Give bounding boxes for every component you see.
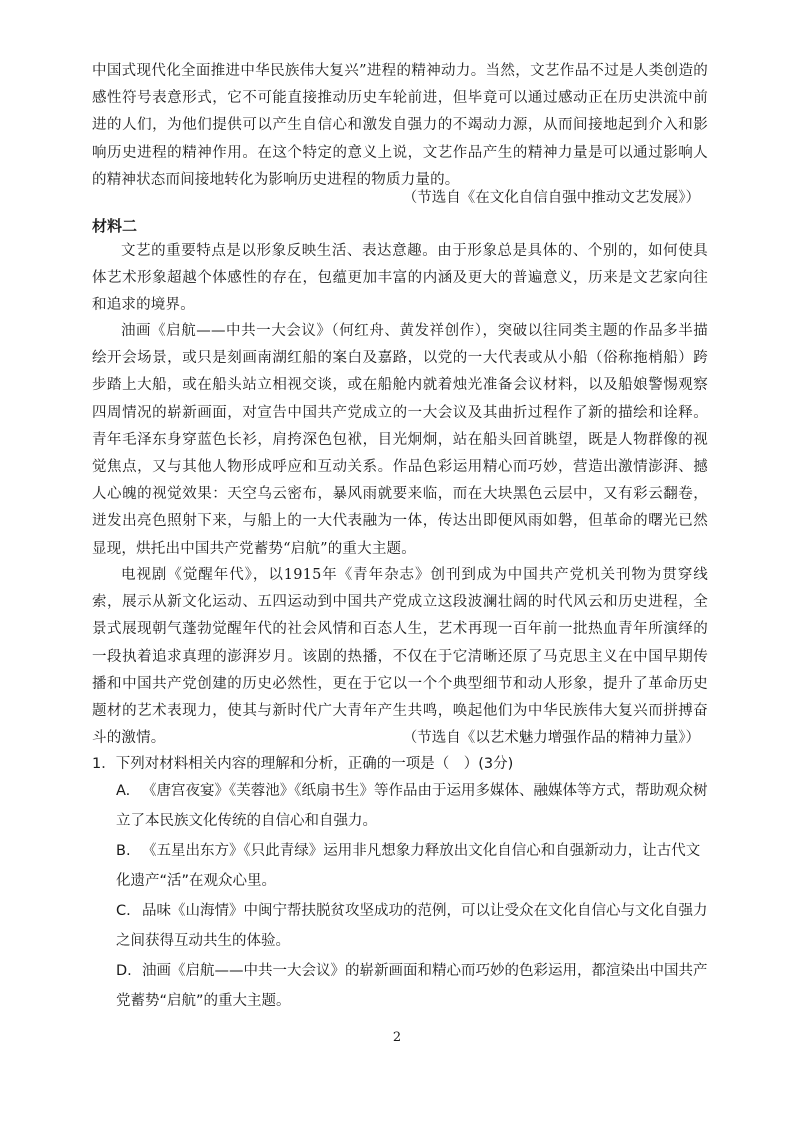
question-1-option-a xyxy=(116,776,712,836)
source-note-2: （节选自《以艺术魅力增强作品的精神力量》） xyxy=(402,730,700,746)
option-label: B. xyxy=(116,843,131,859)
option-text: 《唐宫夜宴》《芙蓉池》《纸扇书生》等作品由于运用多媒体、融媒体等方式，帮助观众树立了本民族文化传统的自信心和自强力。 xyxy=(116,783,708,829)
option-label: D. xyxy=(116,963,132,979)
option-label: C. xyxy=(116,903,131,919)
material-2-paragraph-1: 文艺的重要特点是以形象反映生活、表达意趣。由于形象总是具体的、个别的，如何使具体艺术形象超越个体感性的存在，包蕴更加丰富的内涵及更大的普遍意义，历来是文艺家向往和追求的境界。 xyxy=(92,243,708,314)
option-text: 油画《启航——中共一大会议》的崭新画面和精心而巧妙的色彩运用，都渲染出中国共产党蓄势“启航”的重大主题。 xyxy=(116,963,708,1009)
option-text: 品味《山海情》中闽宁帮扶脱贫攻坚成功的范例，可以让受众在文化自信心与文化自强力之间获得互动共生的体验。 xyxy=(116,903,708,949)
option-text: 《五星出东方》《只此青绿》运用非凡想象力释放出文化自信心和自强新动力，让古代文化遗产“活”在观众心里。 xyxy=(116,843,701,889)
question-1-option-c xyxy=(116,896,712,956)
option-label: A. xyxy=(116,783,131,799)
material-2-paragraph-3: 电视剧《觉醒年代》，以1915年《青年杂志》创刊到成为中国共产党机关刊物为贯穿线索，展示从新文化运动、五四运动到中国共产党成立这段波澜壮阔的时代风云和历史进程，全景式展现朝气蓬勃觉醒年代的社会风情和百态人生，艺术再现一百年前一批热血青年所演绎的一段执着追求真理的澎湃岁月。该剧的热播，不仅在于它清晰还原了马克思主义在中国早期传播和中国共产党创建的历史必然性，更在于它以一个个典型细节和动人形象，提升了革命历史题材的艺术表现力，使其与新时代广大青年产生共鸣，唤起他们为中华民族伟大复兴而拼搏奋斗的激情。 xyxy=(92,567,708,747)
page-number: 2 xyxy=(392,1030,402,1045)
paragraph-top: 中国式现代化全面推进中华民族伟大复兴”进程的精神动力。当然，文艺作品不过是人类创造的感性符号表意形式，它不可能直接推动历史车轮前进，但毕竟可以通过感动正在历史洪流中前进的人们，为他们提供可以产生自信心和激发自强力的不竭动力源，从而间接地起到介入和影响历史进程的精神作用。在这个特定的意义上说，文艺作品产生的精神力量是可以通过影响人的精神状态而间接地转化为影响历史进程的物质力量的。 xyxy=(92,63,708,188)
source-note-1: （节选自《在文化自信自强中推动文艺发展》） xyxy=(402,190,700,206)
question-1-stem: 1．下列对材料相关内容的理解和分析，正确的一项是（ ）(3分) xyxy=(92,756,514,772)
material-2-heading: 材料二 xyxy=(92,217,138,235)
question-1-option-d xyxy=(116,956,712,1016)
material-2-paragraph-2: 油画《启航——中共一大会议》（何红舟、黄发祥创作），突破以往同类主题的作品多半描绘开会场景，或只是刻画南湖红船的案白及嘉路，以党的一大代表或从小船（俗称拖梢船）跨步踏上大船，或在船头站立相视交谈，或在船舱内就着烛光准备会议材料，以及船娘警惕观察四周情况的崭新画面，对宣告中国共产党成立的一大会议及其曲折过程作了新的描绘和诠释。青年毛泽东身穿蓝色长衫，肩挎深色包袱，目光炯炯，站在船头回首眺望，既是人物群像的视觉焦点，又与其他人物形成呼应和互动关系。作品色彩运用精心而巧妙，营造出激情澎湃、撼人心魄的视觉效果：天空乌云密布，暴风雨就要来临，而在大块黑色云层中，又有彩云翻卷，迸发出亮色照射下来，与船上的一大代表融为一体，传达出即便风雨如磐，但革命的曙光已然显现，烘托出中国共产党蓄势“启航”的重大主题。 xyxy=(92,323,708,557)
question-1-option-b xyxy=(116,836,712,896)
